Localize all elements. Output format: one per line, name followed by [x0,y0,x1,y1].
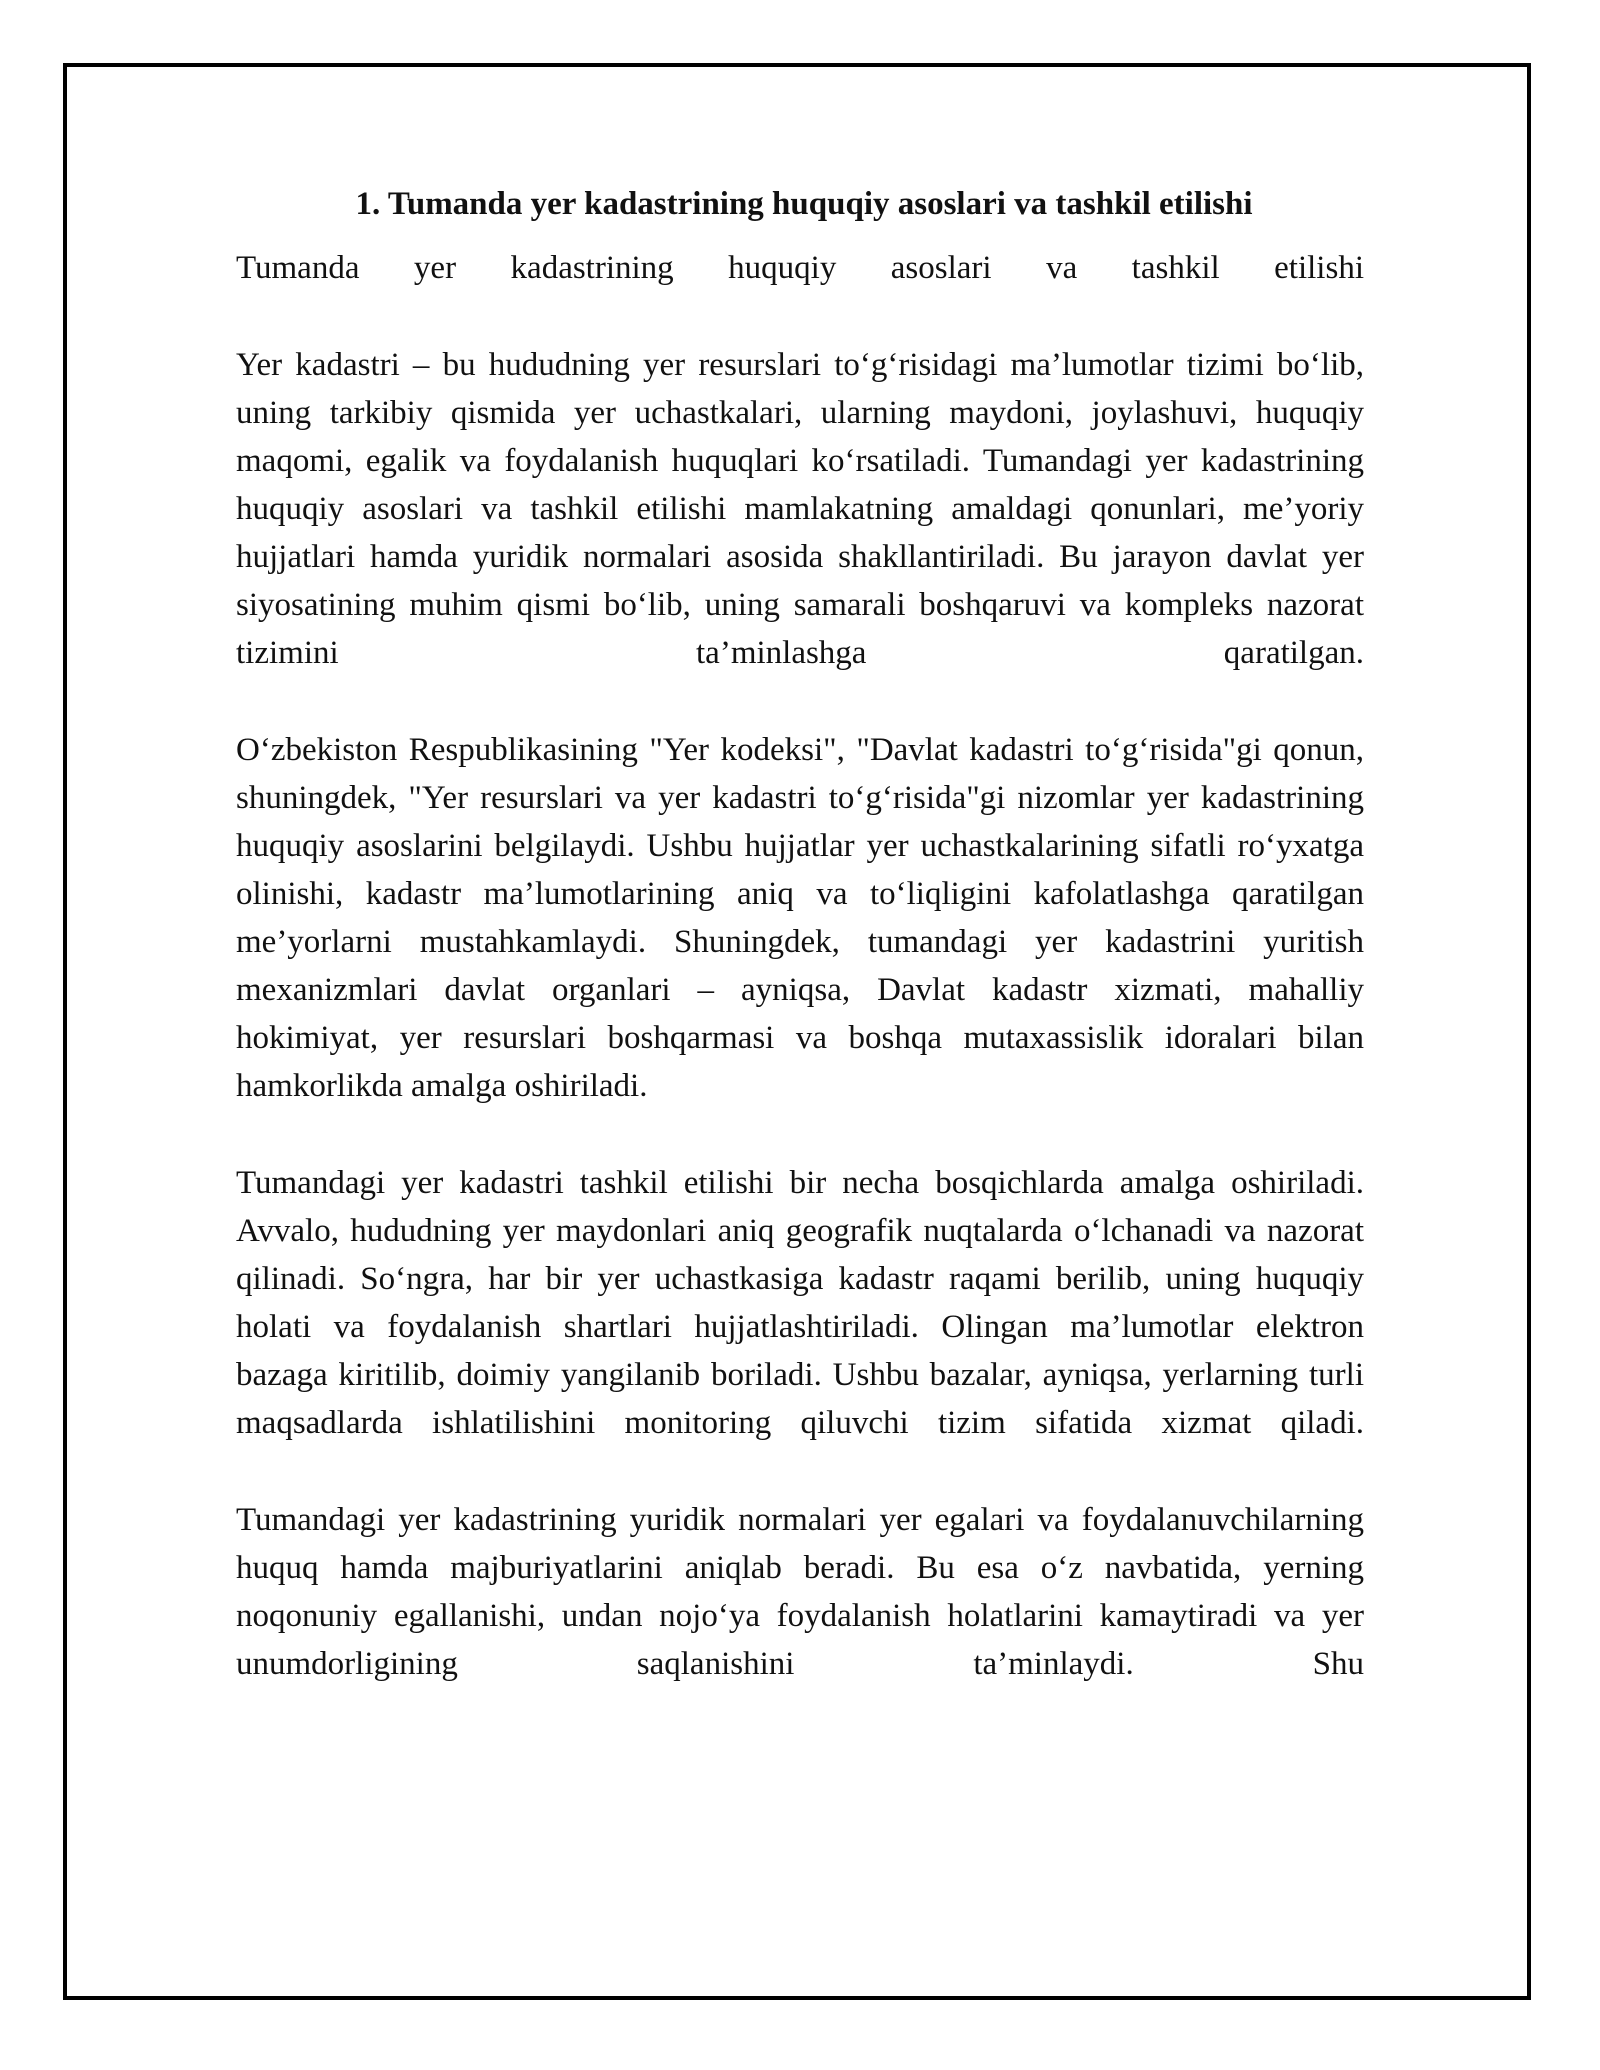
document-title: 1. Tumanda yer kadastrining huquqiy asoslari va tashkil etilishi [355,186,1253,222]
paragraph-2: Yer kadastri – bu hududning yer resurslari to‘g‘risidagi ma’lumotlar tizimi bo‘lib, uning tarkibiy qismida yer uchastkalari, ularning maydoni, joylashuvi, huquqiy maqomi, egalik va foydalanish huquqlari ko‘rsatiladi. Tumandagi yer kadastrining huquqiy asoslari va tashkil etilishi mamlakatning amaldagi qonunlari, me’yoriy hujjatlari hamda yuridik normalari asosida shakllantiriladi. Bu jarayon davlat yer siyosatining muhim qismi bo‘lib, uning samarali boshqaruvi va kompleks nazorat tizimini ta’minlashga qaratilgan. [236,347,1364,671]
paragraph-4: Tumandagi yer kadastri tashkil etilishi bir necha bosqichlarda amalga oshiriladi. Avvalo, hududning yer maydonlari aniq geografik nuqtalarda o‘lchanadi va nazorat qilinadi. So‘ngra, har bir yer uchastkasiga kadastr raqami berilib, uning huquqiy holati va foydalanish shartlari hujjatlashtiriladi. Olingan ma’lumotlar elektron bazaga kiritilib, doimiy yangilanib boriladi. Ushbu bazalar, ayniqsa, yerlarning turli maqsadlarda ishlatilishini monitoring qiluvchi tizim sifatida xizmat qiladi. [236,1165,1364,1441]
paragraph-1: Tumanda yer kadastrining huquqiy asoslari va tashkil etilishi [236,250,1364,286]
document-body [236,180,1364,1688]
paragraph-3: O‘zbekiston Respublikasining "Yer kodeksi", "Davlat kadastri to‘g‘risida"gi qonun, shuningdek, "Yer resurslari va yer kadastri to‘g‘risida"gi nizomlar yer kadastrining huquqiy asoslarini belgilaydi. Ushbu hujjatlar yer uchastkalarining sifatli ro‘yxatga olinishi, kadastr ma’lumotlarining aniq va to‘liqligini kafolatlashga qaratilgan me’yorlarni mustahkamlaydi. Shuningdek, tumandagi yer kadastrini yuritish mexanizmlari davlat organlari – ayniqsa, Davlat kadastr xizmati, mahalliy hokimiyat, yer resurslari boshqarmasi va boshqa mutaxassislik idoralari bilan hamkorlikda amalga oshiriladi. [236,732,1364,1104]
paragraph-5: Tumandagi yer kadastrining yuridik normalari yer egalari va foydalanuvchilarning huquq hamda majburiyatlarini aniqlab beradi. Bu esa o‘z navbatida, yerning noqonuniy egallanishi, undan nojo‘ya foydalanish holatlarini kamaytiradi va yer unumdorligining saqlanishini ta’minlaydi. Shu [236,1502,1364,1682]
